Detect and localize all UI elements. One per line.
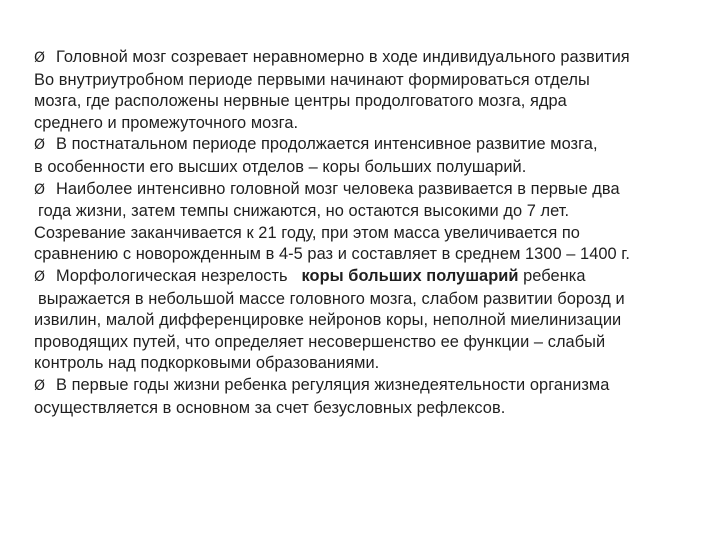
text-line: контроль над подкорковыми образованиями. <box>34 354 380 373</box>
text-line: осуществляется в основном за счет безусловных рефлексов. <box>34 398 506 417</box>
line-text: Морфологическая незрелость <box>56 266 288 285</box>
line-text: года жизни, затем темпы снижаются, но остаются высокими до 7 лет. <box>38 202 570 221</box>
text-line: Во внутриутробном периоде первыми начинают формироваться отделы <box>34 70 590 89</box>
text-line: извилин, малой дифференцировке нейронов коры, неполной миелинизации <box>34 311 622 330</box>
text-line: среднего и промежуточного мозга. <box>34 113 299 132</box>
text-line <box>34 201 704 223</box>
arrow-bullet-icon: Ø <box>34 377 46 394</box>
text-line <box>34 266 704 289</box>
line-text: Наиболее интенсивно головной мозг человека развивается в первые два <box>56 179 620 198</box>
bold-term: коры больших полушарий <box>301 266 519 285</box>
line-text: выражается в небольшой массе головного мозга, слабом развитии борозд и <box>38 289 625 308</box>
text-line: Созревание заканчивается к 21 году, при этом масса увеличивается по <box>34 223 580 242</box>
line-text: Головной мозг созревает неравномерно в ходе индивидуального развития <box>56 48 630 66</box>
text-block <box>34 47 704 419</box>
arrow-bullet-icon: Ø <box>34 50 46 66</box>
arrow-bullet-icon: Ø <box>34 268 46 285</box>
text-line <box>34 134 704 157</box>
arrow-bullet-icon: Ø <box>34 181 46 198</box>
text-line <box>34 289 704 311</box>
text-line <box>34 179 704 202</box>
text-line: сравнению с новорожденным в 4-5 раз и составляет в среднем 1300 – 1400 г. <box>34 245 630 264</box>
text-line: проводящих путей, что определяет несовершенство ее функции – слабый <box>34 332 606 351</box>
line-text: ребенка <box>523 266 586 285</box>
line-text: В постнатальном периоде продолжается интенсивное развитие мозга, <box>56 135 598 154</box>
line-text: В первые годы жизни ребенка регуляция жизнедеятельности организма <box>56 375 610 394</box>
text-line <box>34 47 704 70</box>
arrow-bullet-icon: Ø <box>34 137 46 154</box>
text-line: в особенности его высших отделов – коры больших полушарий. <box>34 157 527 176</box>
text-line: мозга, где расположены нервные центры продолговатого мозга, ядра <box>34 92 567 111</box>
text-line <box>34 375 704 398</box>
